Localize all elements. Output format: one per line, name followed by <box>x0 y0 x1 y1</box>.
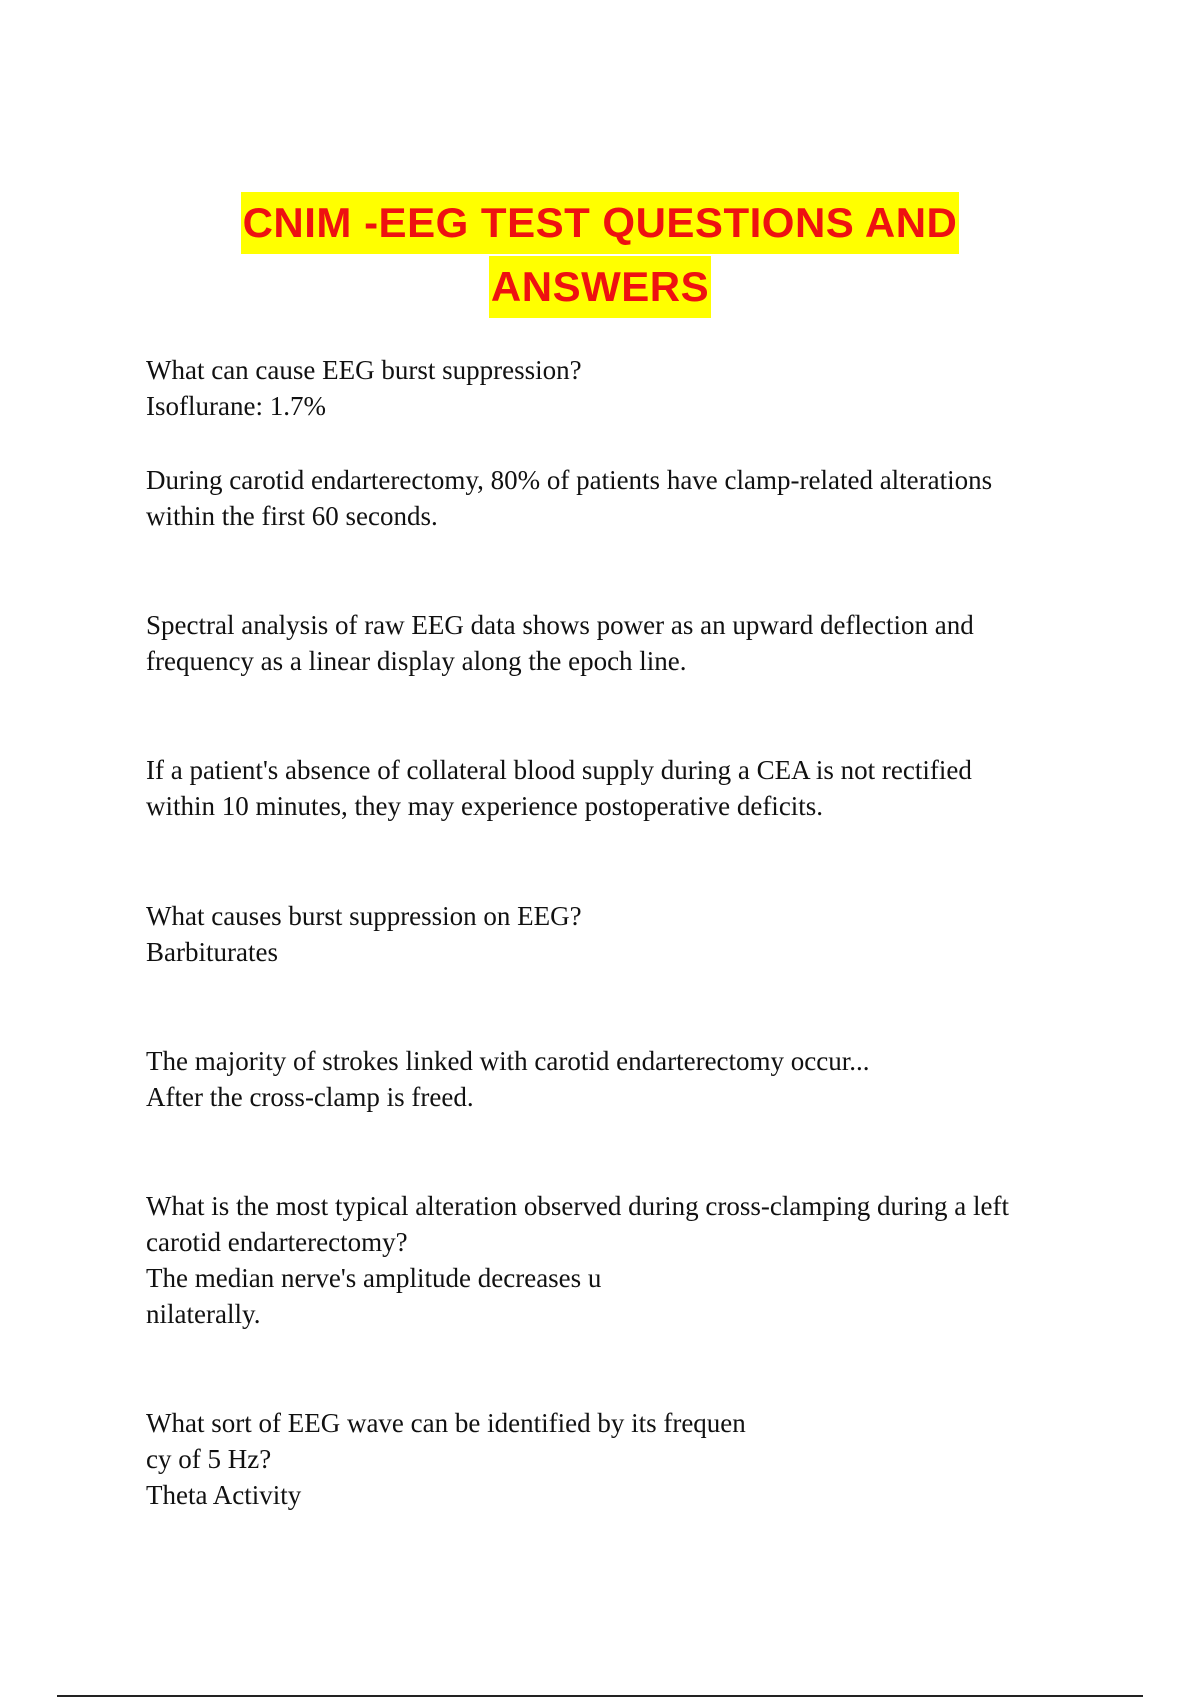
question-text: The majority of strokes linked with carotid endarterectomy occur... <box>146 1046 870 1076</box>
answer-text: The median nerve's amplitude decreases u <box>146 1263 602 1293</box>
answer-text: After the cross-clamp is freed. <box>146 1082 474 1112</box>
question-text: cy of 5 Hz? <box>146 1444 272 1474</box>
question-text: What sort of EEG wave can be identified by its frequen <box>146 1408 746 1438</box>
qa-block <box>146 607 1066 679</box>
qa-block <box>146 1188 1066 1332</box>
answer-text: Theta Activity <box>146 1480 302 1510</box>
answer-text: nilaterally. <box>146 1299 261 1329</box>
question-text: What causes burst suppression on EEG? <box>146 901 582 931</box>
statement-text: within the first 60 seconds. <box>146 501 438 531</box>
question-text: What is the most typical alteration observed during cross-clamping during a left <box>146 1191 1010 1221</box>
statement-text: within 10 minutes, they may experience postoperative deficits. <box>146 791 824 821</box>
title-line-1: CNIM -EEG TEST QUESTIONS AND <box>241 192 960 254</box>
statement-text: During carotid endarterectomy, 80% of patients have clamp-related alterations <box>146 465 993 495</box>
statement-text: frequency as a linear display along the epoch line. <box>146 646 687 676</box>
footer-divider <box>57 1695 1143 1697</box>
qa-block <box>146 352 1066 424</box>
answer-text: Isoflurane: 1.7% <box>146 391 326 421</box>
statement-text: If a patient's absence of collateral blood supply during a CEA is not rectified <box>146 755 972 785</box>
question-text: carotid endarterectomy? <box>146 1227 408 1257</box>
qa-block <box>146 462 1066 534</box>
qa-block <box>146 752 1066 824</box>
qa-block <box>146 898 1066 970</box>
qa-block <box>146 1043 1066 1115</box>
question-text: What can cause EEG burst suppression? <box>146 355 582 385</box>
title-line-2: ANSWERS <box>489 256 711 318</box>
document-title <box>0 192 1200 318</box>
qa-block <box>146 1405 1066 1513</box>
statement-text: Spectral analysis of raw EEG data shows power as an upward deflection and <box>146 610 974 640</box>
answer-text: Barbiturates <box>146 937 278 967</box>
